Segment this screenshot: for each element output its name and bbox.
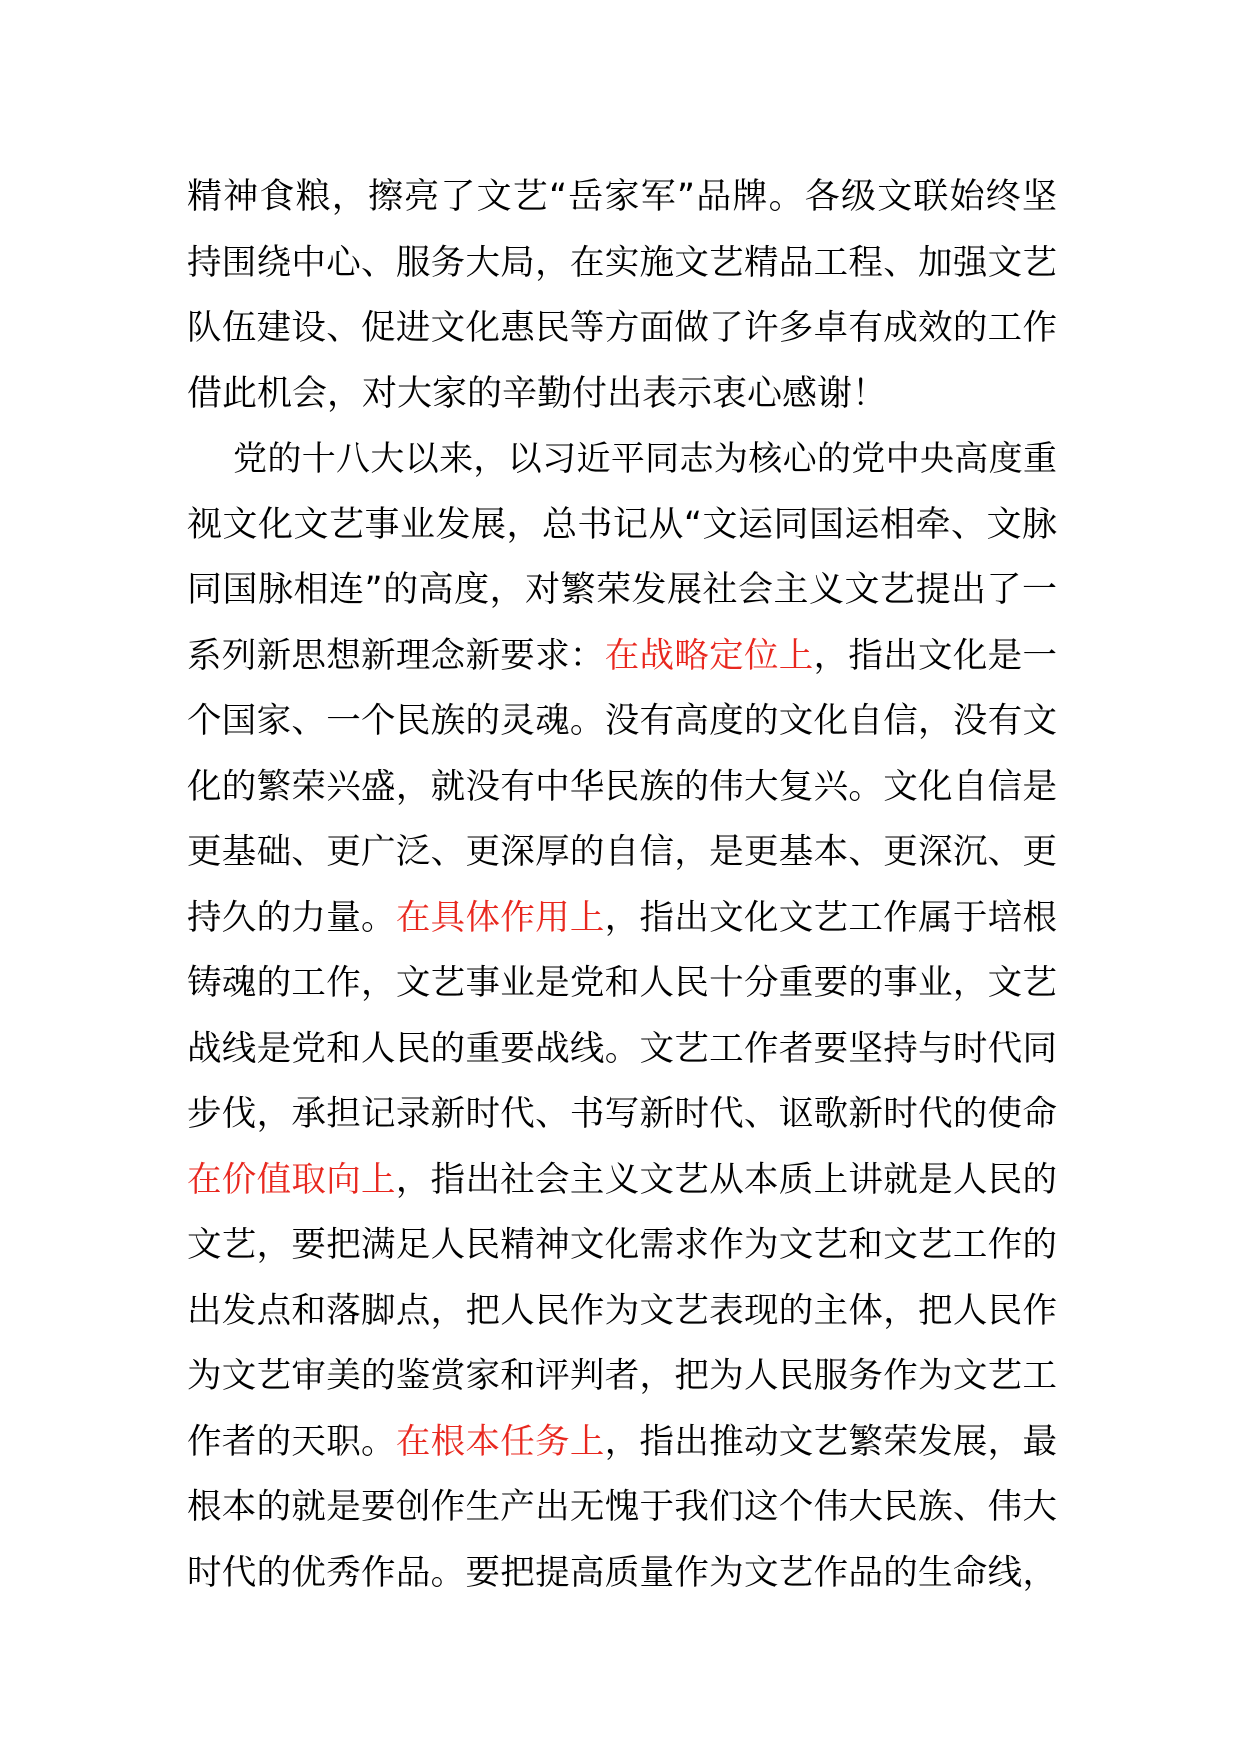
text-line [187, 296, 1057, 362]
text-segment: 精神食粮，擦亮了文艺“岳家军”品牌。各级文联始终坚 [187, 177, 1057, 217]
text-segment: 持围绕中心、服务大局，在实施文艺精品工程、加强文艺 [187, 242, 1057, 283]
text-segment: 队伍建设、促进文化惠民等方面做了许多卓有成效的工作 [187, 308, 1057, 348]
text-line [187, 1148, 1057, 1214]
text-segment: 战线是党和人民的重要战线。文艺工作者要坚持与时代同 [187, 1028, 1057, 1069]
text-segment: 化的繁荣兴盛，就没有中华民族的伟大复兴。文化自信是 [187, 766, 1057, 807]
text-segment: ，指出文化文艺工作属于培根 [604, 897, 1057, 938]
text-line [187, 1475, 1057, 1541]
text-segment: 系列新思想新理念新要求： [187, 635, 605, 676]
text-segment: 视文化文艺事业发展，总书记从“文运同国运相牵、文脉 [187, 504, 1057, 545]
text-line [187, 362, 1057, 428]
text-segment: 同国脉相连”的高度，对繁荣发展社会主义文艺提出了一 [187, 570, 1057, 610]
text-line [187, 1082, 1057, 1148]
text-segment: 持久的力量。 [187, 897, 396, 938]
text-line [187, 951, 1057, 1017]
highlighted-phrase: 在具体作用上 [395, 897, 605, 938]
text-line [187, 624, 1057, 690]
text-line [187, 755, 1057, 821]
text-segment: ，指出推动文艺繁荣发展，最 [604, 1421, 1057, 1462]
text-segment: 党的十八大以来，以习近平同志为核心的党中央高度重 [233, 439, 1057, 479]
text-line [187, 493, 1057, 559]
text-segment: 借此机会，对大家的辛勤付出表示衷心感谢！ [187, 373, 888, 414]
text-segment: 文艺，要把满足人民精神文化需求作为文艺和文艺工作的 [187, 1225, 1057, 1265]
text-line [187, 1017, 1057, 1083]
text-segment: 作者的天职。 [187, 1421, 396, 1462]
text-segment: ，指出社会主义文艺从本质上讲就是人民的 [395, 1159, 1057, 1200]
text-segment: ，指出文化是一 [813, 635, 1057, 676]
text-segment: 铸魂的工作，文艺事业是党和人民十分重要的事业，文艺 [187, 963, 1057, 1003]
body-text [187, 165, 1057, 1606]
text-line [187, 1213, 1057, 1279]
text-segment: 根本的就是要创作生产出无愧于我们这个伟大民族、伟大 [187, 1487, 1057, 1527]
text-line [187, 1344, 1057, 1410]
text-line [187, 165, 1057, 231]
text-line [187, 558, 1057, 624]
text-segment: 时代的优秀作品。要把提高质量作为文艺作品的生命线， [187, 1552, 1057, 1593]
text-segment: 为文艺审美的鉴赏家和评判者，把为人民服务作为文艺工 [187, 1356, 1057, 1396]
highlighted-phrase: 在根本任务上 [395, 1421, 605, 1462]
text-line [187, 427, 1057, 493]
text-line [187, 231, 1057, 297]
text-line [187, 1541, 1057, 1607]
text-line [187, 886, 1057, 952]
highlighted-phrase: 在价值取向上 [187, 1159, 396, 1200]
text-segment: 更基础、更广泛、更深厚的自信，是更基本、更深沉、更 [187, 832, 1057, 872]
text-line [187, 820, 1057, 886]
text-line [187, 1410, 1057, 1476]
text-segment: 步伐，承担记录新时代、书写新时代、讴歌新时代的使命 [187, 1094, 1057, 1134]
text-line [187, 689, 1057, 755]
text-segment: 个国家、一个民族的灵魂。没有高度的文化自信，没有文 [187, 701, 1057, 741]
highlighted-phrase: 在战略定位上 [604, 635, 814, 676]
text-segment: 出发点和落脚点，把人民作为文艺表现的主体，把人民作 [187, 1290, 1057, 1331]
text-line [187, 1279, 1057, 1345]
